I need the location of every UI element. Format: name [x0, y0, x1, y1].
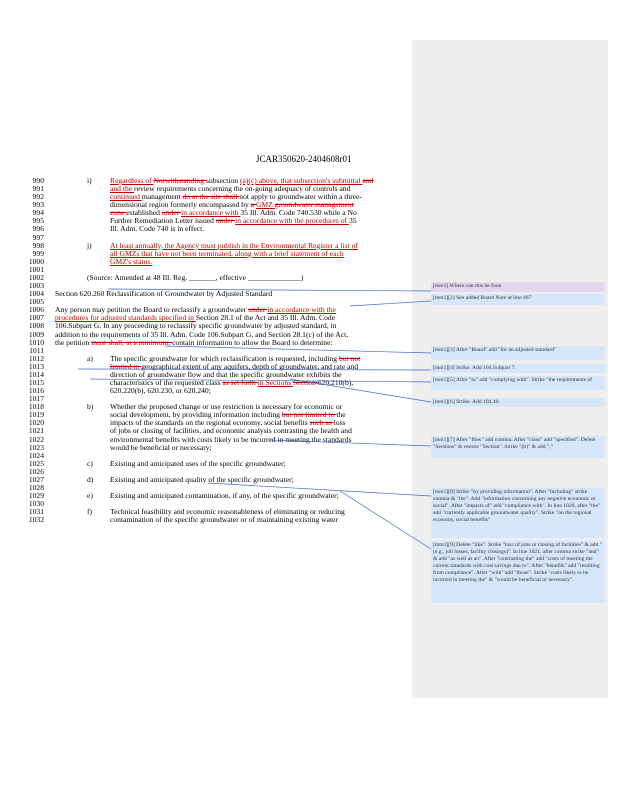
leader-6 [290, 379, 431, 402]
comment-author: [mm1][5] [433, 377, 456, 383]
inserted-text: Regardless of [110, 176, 154, 185]
line-number: 1012 [28, 353, 44, 363]
text-run: subsection [205, 176, 240, 185]
deleted-text: must shall, at a minimum, [91, 337, 173, 347]
comment-author: [mm1][3] [433, 347, 456, 353]
text-run: d) [87, 474, 94, 484]
line-number: 1002 [28, 272, 44, 282]
line-number: 993 [32, 200, 44, 210]
line-number: 1025 [28, 458, 44, 468]
inserted-text: in accordance with [181, 208, 241, 218]
comment-author: [mm1] [433, 283, 450, 289]
line-number: 1008 [28, 321, 44, 331]
line-number: 994 [32, 208, 44, 218]
text-run: environmental benefits with costs likely to be incurred in meeting the standards [110, 434, 352, 444]
line-number: 1005 [28, 297, 44, 307]
deleted-text: do at the site shall [182, 192, 240, 202]
line-number: 998 [32, 240, 44, 250]
text-run: b) [87, 402, 94, 412]
deleted-text: under [161, 208, 182, 218]
text-run: 620.220(b), 620.230, or 620.240; [110, 386, 211, 396]
text-run: The specific groundwater for which reclassification is requested, including [110, 353, 339, 363]
deleted-text: but not limited to [281, 410, 337, 420]
comment-author: [mm1][6] [433, 399, 457, 405]
text-run: of jobs or closing of facilities, and economic analysis contrasting the health and [110, 426, 352, 436]
line-number: 1001 [28, 264, 44, 274]
inserted-text: GMZ [255, 200, 275, 210]
text-run: i) [87, 176, 92, 185]
text-run: the [336, 410, 346, 420]
text-run: management [141, 192, 183, 202]
deleted-text: such as [309, 418, 334, 428]
leader-4 [78, 369, 431, 370]
line-number: 1026 [28, 466, 44, 476]
text-run: f) [87, 507, 93, 517]
line-number: 991 [32, 184, 44, 194]
leader-9 [340, 491, 431, 549]
deleted-text: Section [293, 378, 318, 387]
leader-2 [350, 301, 431, 306]
text-run: j) [87, 240, 92, 250]
comment-text: After "flow" add comma. After "class" add "specified". Delete "Sections" & restore "Section". Strike "(b)" & add "," [433, 437, 596, 450]
text-run: loss [333, 418, 346, 428]
inserted-text: in accordance with the [267, 305, 336, 315]
line-number: 997 [32, 232, 44, 242]
inserted-text: and the [110, 184, 135, 194]
text-run: 35 [348, 216, 357, 226]
line-number: 1006 [28, 305, 44, 315]
inserted-text: in Sections [257, 378, 294, 387]
line-number: 992 [32, 192, 44, 202]
comment-author: [mm1][4] [433, 365, 457, 371]
line-number: 999 [32, 248, 44, 258]
text-run: social development, by providing information including [110, 410, 282, 420]
text-run: characteristics of the requested class [110, 378, 223, 387]
comment-text: Strike "by providing information". After "including" strike comma & "the". Add "information concerning any negative economic or social". After "impacts of" add "compliance with". In line 1020, after "the" add "currently applicable groundwater quality". Strike "on the regional economy, social benefits" [433, 489, 601, 523]
line-number: 1015 [28, 378, 44, 387]
text-run: Section 620.260 Reclassification of Groundwater by Adjusted Standard [55, 289, 273, 299]
line-number: 1016 [28, 386, 44, 396]
line-number: 1017 [28, 394, 44, 404]
line-number: 1014 [28, 369, 44, 379]
line-number: 990 [32, 176, 44, 185]
text-run: review requirements concerning the on-going adequacy of controls and [134, 184, 351, 194]
text-run: not apply to groundwater within a three- [239, 192, 363, 202]
text-run: 106.Subpart G. In any proceeding to reclassify specific groundwater by adjusted standard, in [55, 321, 337, 331]
text-run: geographical extent of any aquifers, depth of groundwater, and rate and [141, 361, 359, 371]
line-number: 1032 [28, 515, 44, 525]
text-run: 35 Ill. Adm. Code 740.530 while a No [240, 208, 357, 218]
document-id: JCAR350620-2404608r01 [256, 154, 352, 164]
text-run: Ill. Adm. Code 740 is in effect. [110, 224, 205, 234]
line-number: 1027 [28, 474, 44, 484]
deleted-text: under [215, 216, 236, 226]
line-number: 1000 [28, 256, 44, 266]
text-run: Technical feasibility and economic reasonableness of eliminating or reducing [110, 507, 345, 517]
line-number: 1030 [28, 499, 44, 509]
line-number: 1028 [28, 483, 44, 493]
line-number: 1004 [28, 289, 44, 299]
inserted-text: continued [110, 192, 142, 202]
text-run: c) [87, 458, 93, 468]
line-number: 1029 [28, 491, 44, 501]
deleted-text: as set forth [222, 378, 258, 387]
line-number: 1010 [28, 337, 44, 347]
leader-8 [208, 483, 431, 496]
text-run: e) [87, 491, 93, 501]
deleted-text: under [248, 305, 268, 315]
comment-author: [mm1][7] [433, 437, 456, 443]
comment-text: After "Board" add "for an adjusted standard" [455, 347, 557, 353]
text-run: 620.210(b), [317, 378, 354, 387]
text-run: dimensional region formerly encompassed by [110, 200, 251, 210]
line-number: 1031 [28, 507, 44, 517]
line-number: 1013 [28, 361, 44, 371]
leader-5 [90, 379, 431, 382]
inserted-text: in accordance with the procedures of [235, 216, 349, 226]
text-run: impacts of the standards on the regional economy, social benefits [110, 418, 310, 428]
line-number: 1009 [28, 329, 44, 339]
line-number: 995 [32, 216, 44, 226]
leader-7 [270, 440, 431, 446]
comment-text: See added Board Note at line 467 [456, 295, 532, 301]
text-run: addition to the requirements of 35 Ill. Adm. Code 106.Subpart G, and Section 28.1(c) of the Act, [55, 329, 349, 339]
text-run: Any person may petition the Board to reclassify a groundwater [55, 305, 249, 315]
text-run: contain information to allow the Board to determine: [172, 337, 333, 347]
deleted-text: but not [339, 353, 361, 363]
text-run: the petition [55, 337, 92, 347]
inserted-text: procedures for adjusted standards specified in [55, 313, 196, 323]
comment-text: Strike. Add 104.Subpart 7. [456, 365, 516, 371]
text-run: would be beneficial or necessary; [110, 442, 212, 452]
leader-3 [165, 346, 431, 353]
inserted-text: GMZ's status. [110, 256, 153, 266]
deleted-text: zone [110, 208, 127, 218]
text-run: Whether the proposed change or use restriction is necessary for economic or [110, 402, 343, 412]
deleted-text: a [250, 200, 256, 210]
text-run: Existing and anticipated contamination, if any, of the specific groundwater; [110, 491, 339, 501]
text-run: Existing and anticipated quality of the specific groundwater; [110, 474, 294, 484]
inserted-text: all GMZs that have not been terminated, along with a brief statement of each [110, 248, 344, 258]
line-number: 1007 [28, 313, 44, 323]
text-run: Section 28.1 of the Act and 35 Ill. Adm. Code [195, 313, 336, 323]
deleted-text: groundwater management [274, 200, 354, 210]
text-run: established [126, 208, 162, 218]
line-number: 1024 [28, 450, 44, 460]
inserted-text: (a)(c) above, that subsection's submittal [239, 176, 363, 185]
line-number: 1020 [28, 418, 44, 428]
text-run: Existing and anticipated uses of the specific groundwater; [110, 458, 286, 468]
inserted-text: At least annually, the Agency must publish in the Environmental Register a list of [110, 240, 358, 250]
line-number: 1023 [28, 442, 44, 452]
text-run: a) [87, 353, 93, 363]
deleted-text: and [362, 176, 374, 185]
line-number: 1003 [28, 281, 44, 291]
deleted-text: Notwithstanding [153, 176, 206, 185]
comment-author: [mm1][2] [433, 295, 457, 301]
comment-text: After "to" add "complying with". Strike "the requirements of [455, 377, 593, 383]
line-number: 996 [32, 224, 44, 234]
text-run: Further Remediation Letter issued [110, 216, 216, 226]
text-run: direction of groundwater flow and that the specific groundwater exhibits the [110, 369, 342, 379]
line-number: 1021 [28, 426, 44, 436]
comment-author: [mm1][8] [433, 489, 457, 495]
deleted-text: limited to [110, 361, 142, 371]
text-run: contamination of the specific groundwater or of maintaining existing water [110, 515, 338, 525]
line-number: 1022 [28, 434, 44, 444]
line-number: 1011 [29, 345, 44, 355]
leader-1 [108, 289, 431, 291]
line-number: 1019 [28, 410, 44, 420]
comment-author: [mm1][9] [433, 542, 457, 548]
comment-text: Delete "like". Strike "loss of jobs or closing of facilities" & add "(e.g., job losses, facility closings)". In line 1021, after comma strike "and" & add "as well as an". After "contrasting the" add "costs of meeting the current standards with cost savings due to". After "benefits" add "resulting from compliance". After "with" add "those". Strike "costs likely to be incurred in meeting the" & "would be beneficial or necessary". [433, 542, 602, 583]
comment-text: Where can this be foun [449, 283, 502, 289]
line-number: 1018 [28, 402, 44, 412]
text-run: (Source: Amended at 48 Ill. Reg. _______, effective ______________) [87, 272, 304, 282]
comment-text: Strike. Add 104.40. [456, 399, 500, 405]
